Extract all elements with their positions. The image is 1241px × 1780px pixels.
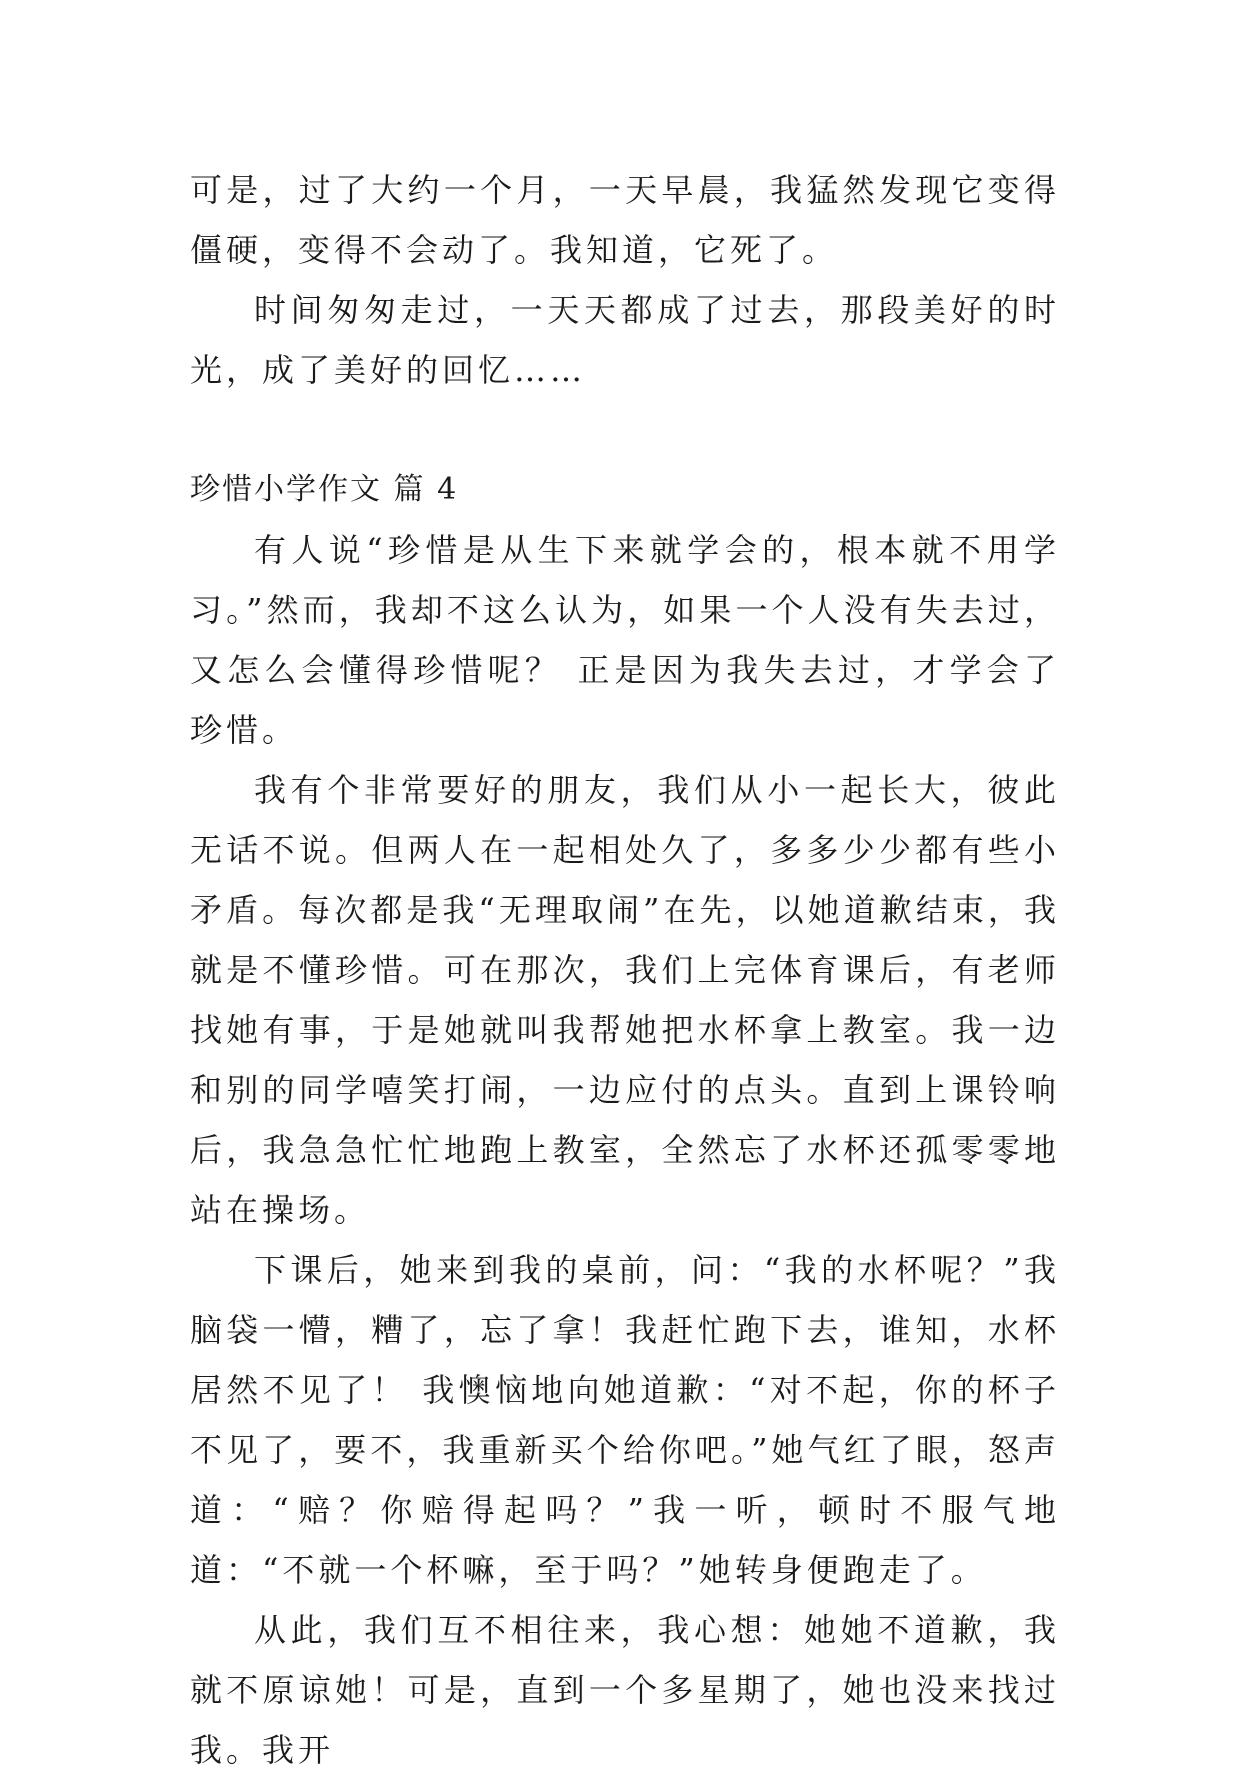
paragraph-estrangement: 从此，我们互不相往来，我心想：她她不道歉，我就不原谅她！可是，直到一个多星期了，她也没来找过我。我开 [190, 1611, 1060, 1769]
section-gap [190, 400, 1060, 460]
paragraph-intro: 有人说“珍惜是从生下来就学会的，根本就不用学习。”然而，我却不这么认为，如果一个人没有失去过，又怎么会懂得珍惜呢？ 正是因为我失去过，才学会了珍惜。 [190, 531, 1060, 749]
paragraph-friend: 我有个非常要好的朋友，我们从小一起长大，彼此无话不说。但两人在一起相处久了，多多少少都有些小矛盾。每次都是我“无理取闹”在先，以她道歉结束，我就是不懂珍惜。可在那次，我们上完体育课后，有老师找她有事，于是她就叫我帮她把水杯拿上教室。我一边和别的同学嘻笑打闹，一边应付的点头。直到上课铃响后，我急急忙忙地跑上教室，全然忘了水杯还孤零零地站在操场。 [190, 771, 1060, 1229]
document-page [190, 160, 1060, 1780]
paragraph-memory: 时间匆匆走过，一天天都成了过去，那段美好的时光，成了美好的回忆…… [190, 291, 1060, 389]
paragraph-continuation: 可是，过了大约一个月，一天早晨，我猛然发现它变得僵硬，变得不会动了。我知道，它死了。 [190, 171, 1060, 269]
section-heading: 珍惜小学作文 篇 4 [190, 472, 459, 507]
paragraph-after-class: 下课后，她来到我的桌前，问：“我的水杯呢？”我脑袋一懵，糟了，忘了拿！我赶忙跑下去，谁知，水杯居然不见了！ 我懊恼地向她道歉：“对不起，你的杯子不见了，要不，我重新买个给你吧。”她气红了眼，怒声道：“赔？你赔得起吗？”我一听，顿时不服气地道：“不就一个杯嘛，至于吗？”她转身便跑走了。 [190, 1251, 1060, 1589]
